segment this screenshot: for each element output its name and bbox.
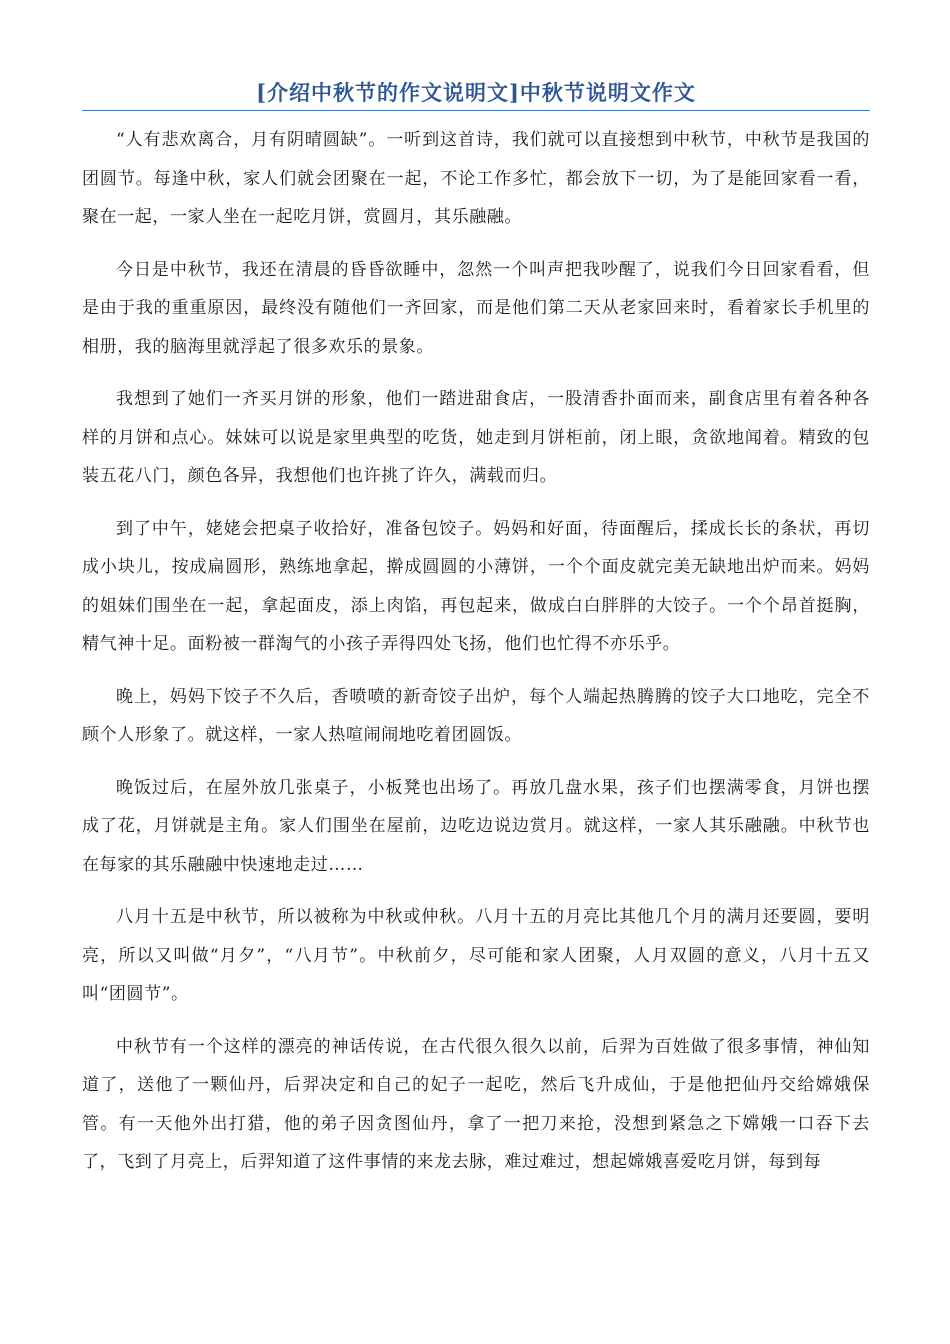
paragraph-3: 我想到了她们一齐买月饼的形象，他们一踏进甜食店，一股清香扑面而来，副食店里有着各种各样的月饼和点心。妹妹可以说是家里典型的吃货，她走到月饼柜前，闭上眼，贪欲地闻着。精致的包装五花八门，颜色各异，我想他们也许挑了许久，满载而归。: [82, 389, 870, 486]
paragraph-2: 今日是中秋节，我还在清晨的昏昏欲睡中，忽然一个叫声把我吵醒了，说我们今日回家看看，但是由于我的重重原因，最终没有随他们一齐回家，而是他们第二天从老家回来时，看着家长手机里的相册，我的脑海里就浮起了很多欢乐的景象。: [82, 259, 870, 357]
title-underline: [82, 110, 870, 111]
paragraph-5: 晚上，妈妈下饺子不久后，香喷喷的新奇饺子出炉，每个人端起热腾腾的饺子大口地吃，完全不顾个人形象了。就这样，一家人热喧闹闹地吃着团圆饭。: [82, 686, 870, 745]
document-page: [82, 78, 870, 1196]
paragraph-8: 中秋节有一个这样的漂亮的神话传说，在古代很久很久以前，后羿为百姓做了很多事情，神仙知道了，送他了一颗仙丹，后羿决定和自己的妃子一起吃，然后飞升成仙，于是他把仙丹交给嫦娥保管。有一天他外出打猎，他的弟子因贪图仙丹，拿了一把刀来抢，没想到紧急之下嫦娥一口吞下去了，飞到了月亮上，后羿知道了这件事情的来龙去脉，难过难过，想起嫦娥喜爱吃月饼，每到每: [82, 1036, 870, 1172]
paragraph-4: 到了中午，姥姥会把桌子收拾好，准备包饺子。妈妈和好面，待面醒后，揉成长长的条状，再切成小块儿，按成扁圆形，熟练地拿起，擀成圆圆的小薄饼，一个个面皮就完美无缺地出炉而来。妈妈的姐妹们围坐在一起，拿起面皮，添上肉馅，再包起来，做成白白胖胖的大饺子。一个个昂首挺胸，精气神十足。面粉被一群淘气的小孩子弄得四处飞扬，他们也忙得不亦乐乎。: [82, 518, 870, 654]
paragraph-6: 晚饭过后，在屋外放几张桌子，小板凳也出场了。再放几盘水果，孩子们也摆满零食，月饼也摆成了花，月饼就是主角。家人们围坐在屋前，边吃边说边赏月。就这样，一家人其乐融融。中秋节也在每家的其乐融融中快速地走过……: [82, 777, 870, 875]
document-title: [介绍中秋节的作文说明文]中秋节说明文作文: [256, 80, 696, 105]
paragraph-1: “人有悲欢离合，月有阴晴圆缺”。一听到这首诗，我们就可以直接想到中秋节，中秋节是我国的团圆节。每逢中秋，家人们就会团聚在一起，不论工作多忙，都会放下一切，为了是能回家看一看，聚在一起，一家人坐在一起吃月饼，赏圆月，其乐融融。: [82, 130, 870, 227]
paragraph-7: 八月十五是中秋节，所以被称为中秋或仲秋。八月十五的月亮比其他几个月的满月还要圆，要明亮，所以又叫做“月夕”，“八月节”。中秋前夕，尽可能和家人团聚，人月双圆的意义，八月十五又叫“团圆节”。: [82, 907, 870, 1004]
